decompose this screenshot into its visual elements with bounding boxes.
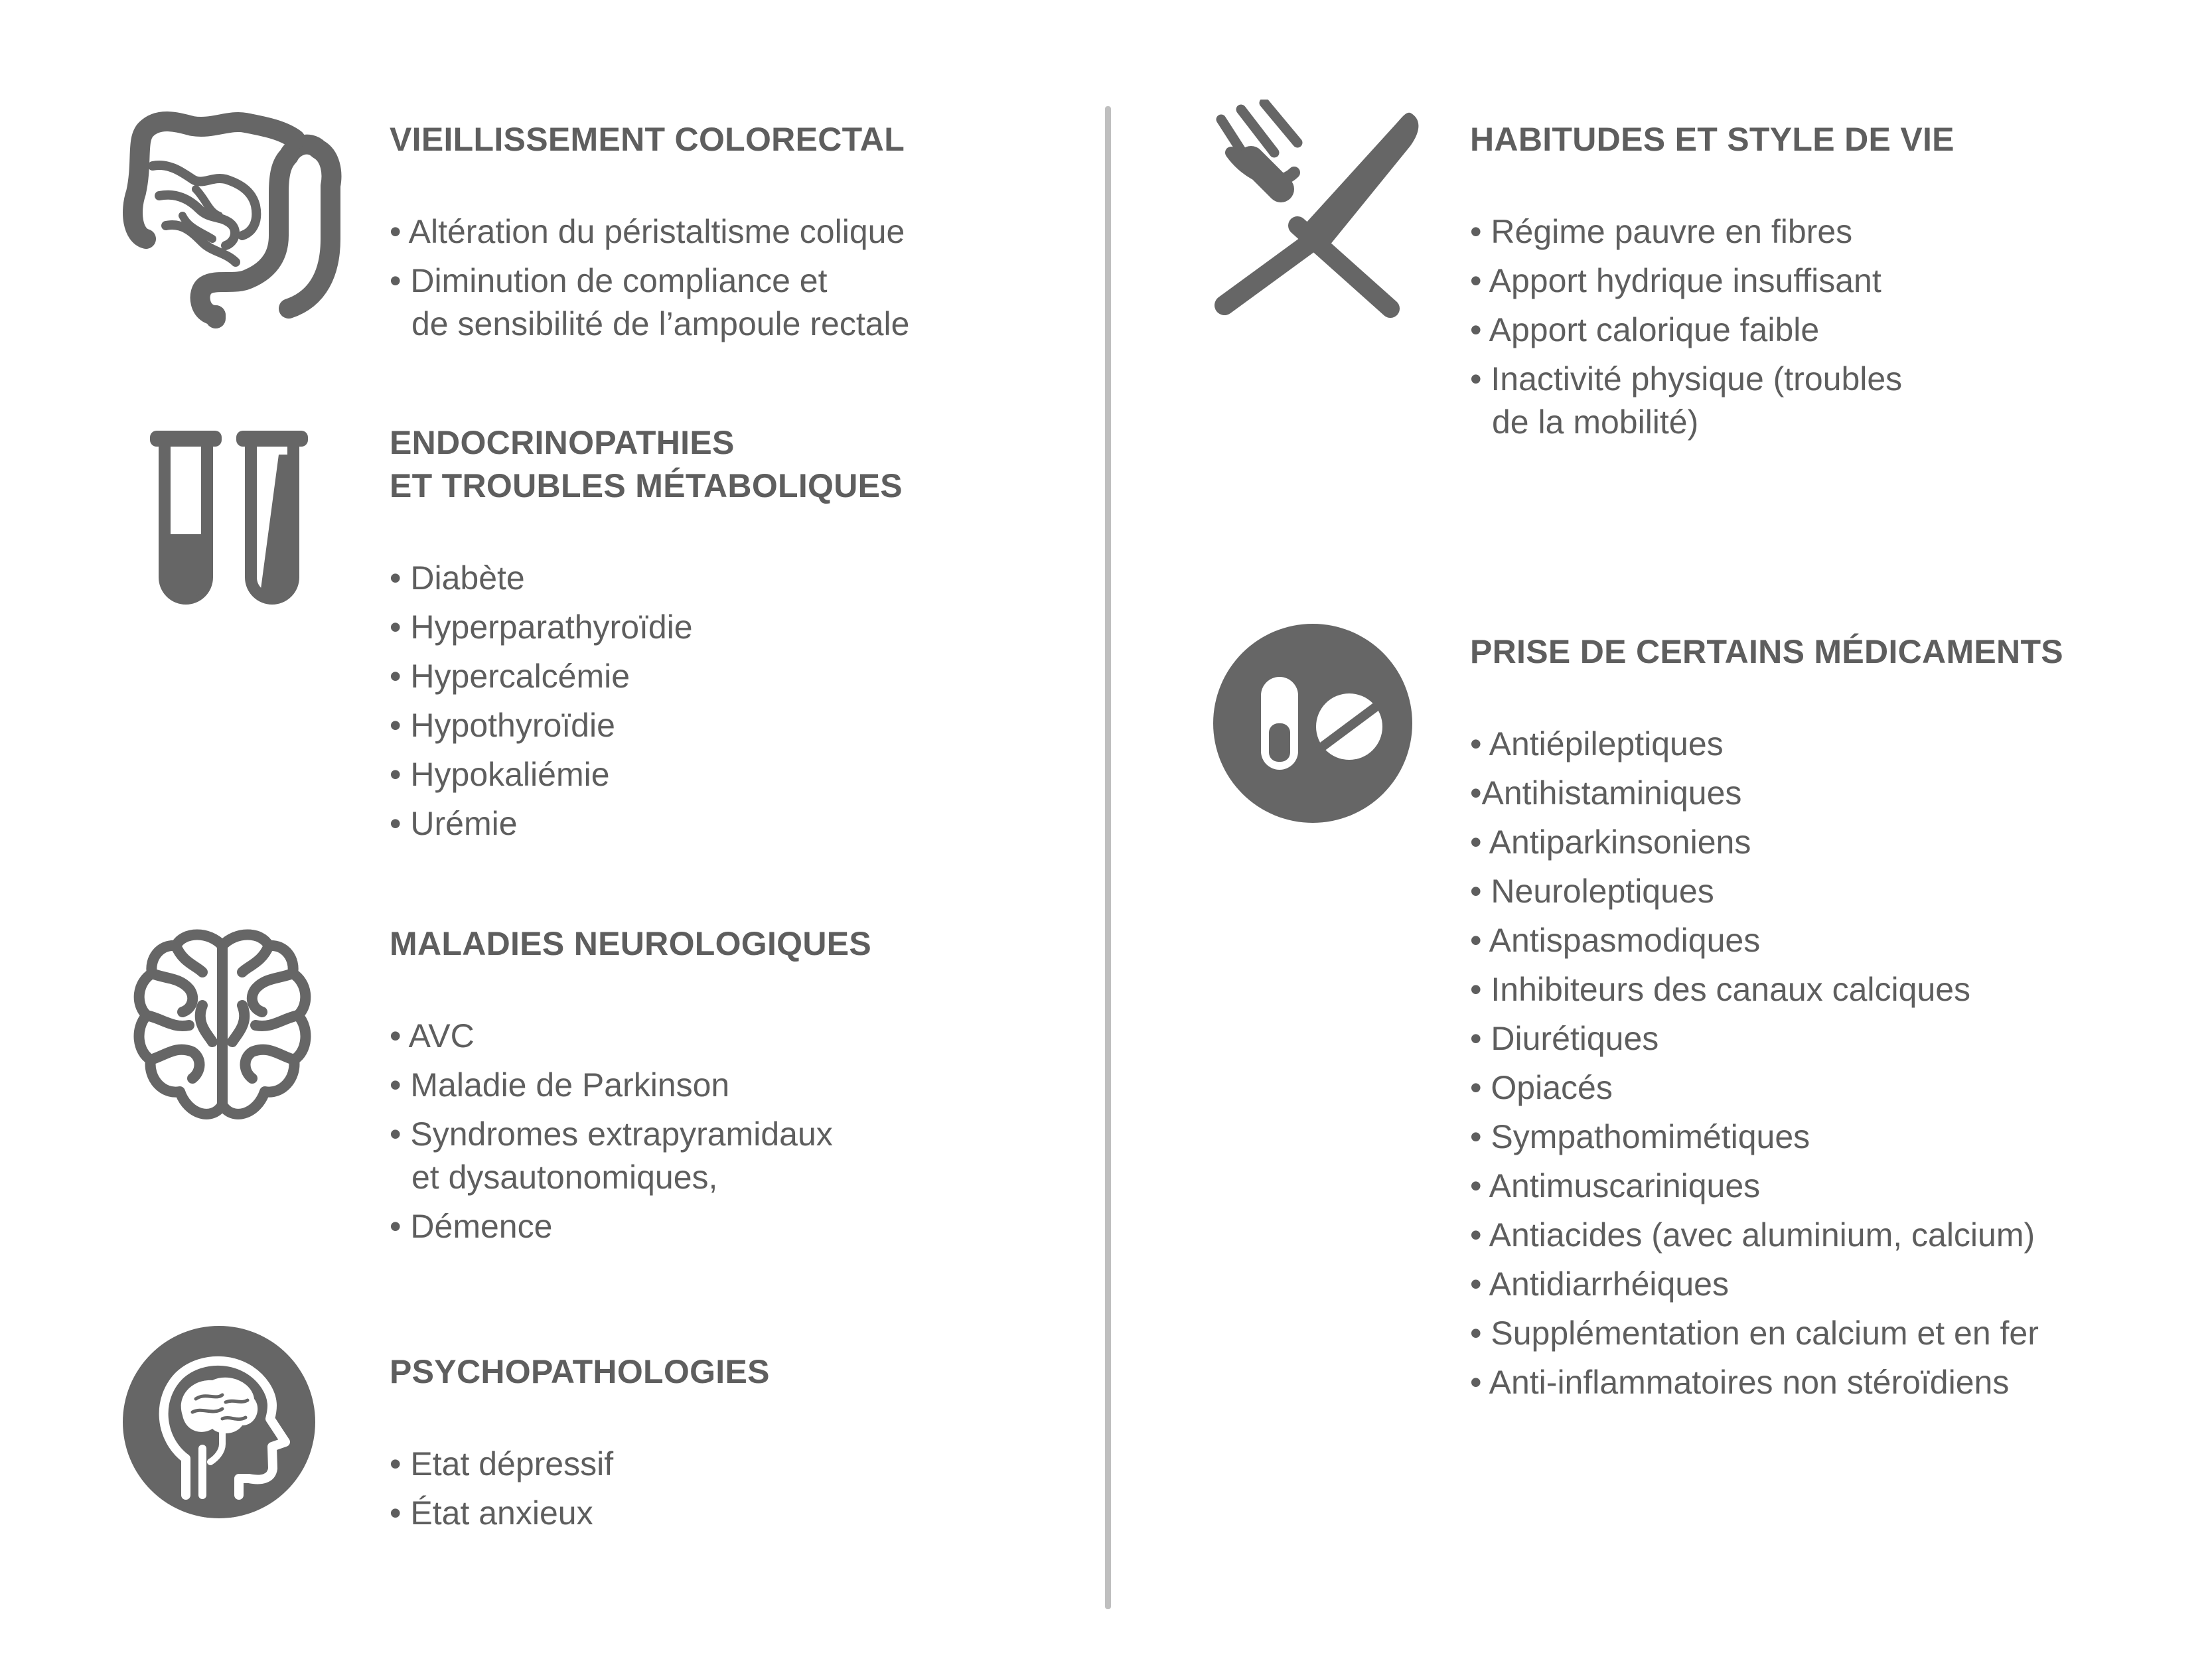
section-list [390, 1443, 770, 1535]
section-title: PSYCHOPATHOLOGIES [390, 1353, 770, 1390]
list-item: • Supplémentation en calcium et en fer [1470, 1315, 2039, 1352]
list-item: • Antiparkinsoniens [1470, 824, 1751, 861]
list-item: • Apport hydrique insuffisant [1470, 262, 1881, 299]
list-item: • Antidiarrhéiques [1470, 1265, 1729, 1303]
list-item: • Antiacides (avec aluminium, calcium) [1470, 1216, 2035, 1254]
list-item: • Etat dépressif [390, 1445, 614, 1482]
list-item: • Diabète [390, 559, 525, 597]
list-item: • Antispasmodiques [1470, 922, 1761, 959]
brain-icon [129, 926, 315, 1138]
list-item: • Altération du péristaltisme colique [390, 213, 905, 250]
list-item: • État anxieux [390, 1494, 593, 1532]
list-item: • Neuroleptiques [1470, 873, 1714, 910]
list-item: • Anti-inflammatoires non stéroïdiens [1470, 1364, 2010, 1401]
list-item: • Sympathomimétiques [1470, 1118, 1810, 1155]
list-item: • Inactivité physique (troubles de la mobilité) [1470, 360, 1903, 441]
list-item: • Inhibiteurs des canaux calciques [1470, 971, 1971, 1008]
list-item: • Hyperparathyroïdie [390, 609, 693, 646]
section-title: HABITUDES ET STYLE DE VIE [1470, 121, 1954, 158]
list-item: • AVC [390, 1017, 475, 1054]
list-item: •Antihistaminiques [1470, 774, 1742, 812]
list-item: • Apport calorique faible [1470, 311, 1820, 348]
section-habitudes [1470, 118, 1954, 450]
section-list [390, 557, 903, 845]
list-item: • Hypercalcémie [390, 658, 630, 695]
section-vieillissement [390, 118, 909, 352]
section-list [1470, 210, 1954, 444]
section-title: PRISE DE CERTAINS MÉDICAMENTS [1470, 633, 2063, 670]
pills-icon [1213, 624, 1412, 823]
list-item: • Diurétiques [1470, 1020, 1659, 1057]
list-item: • Antimuscariniques [1470, 1167, 1761, 1204]
fork-knife-icon [1211, 100, 1430, 319]
section-medicaments [1470, 630, 2063, 1410]
section-endocrinopathies [390, 421, 903, 851]
section-title: ENDOCRINOPATHIES ET TROUBLES MÉTABOLIQUES [390, 424, 903, 504]
list-item: • Syndromes extrapyramidaux et dysautonomiques, [390, 1116, 833, 1196]
section-list [1470, 723, 2063, 1404]
list-item: • Urémie [390, 805, 518, 842]
section-title: VIEILLISSEMENT COLORECTAL [390, 121, 905, 158]
section-psychopathologies [390, 1350, 770, 1541]
list-item: • Hypothyroïdie [390, 707, 615, 744]
list-item: • Diminution de compliance et de sensibilité de l’ampoule rectale [390, 262, 910, 342]
list-item: • Maladie de Parkinson [390, 1066, 730, 1104]
intestine-icon [119, 100, 358, 338]
list-item: • Hypokaliémie [390, 756, 610, 793]
column-divider [1105, 106, 1111, 1609]
head-brain-icon [123, 1326, 315, 1518]
list-item: • Opiacés [1470, 1069, 1613, 1106]
section-list [390, 1015, 871, 1248]
section-maladies-neurologiques [390, 922, 871, 1254]
test-tubes-icon [146, 428, 312, 614]
section-list [390, 210, 909, 346]
list-item: • Antiépileptiques [1470, 725, 1724, 762]
list-item: • Régime pauvre en fibres [1470, 213, 1853, 250]
section-title: MALADIES NEUROLOGIQUES [390, 925, 872, 962]
list-item: • Démence [390, 1208, 553, 1245]
